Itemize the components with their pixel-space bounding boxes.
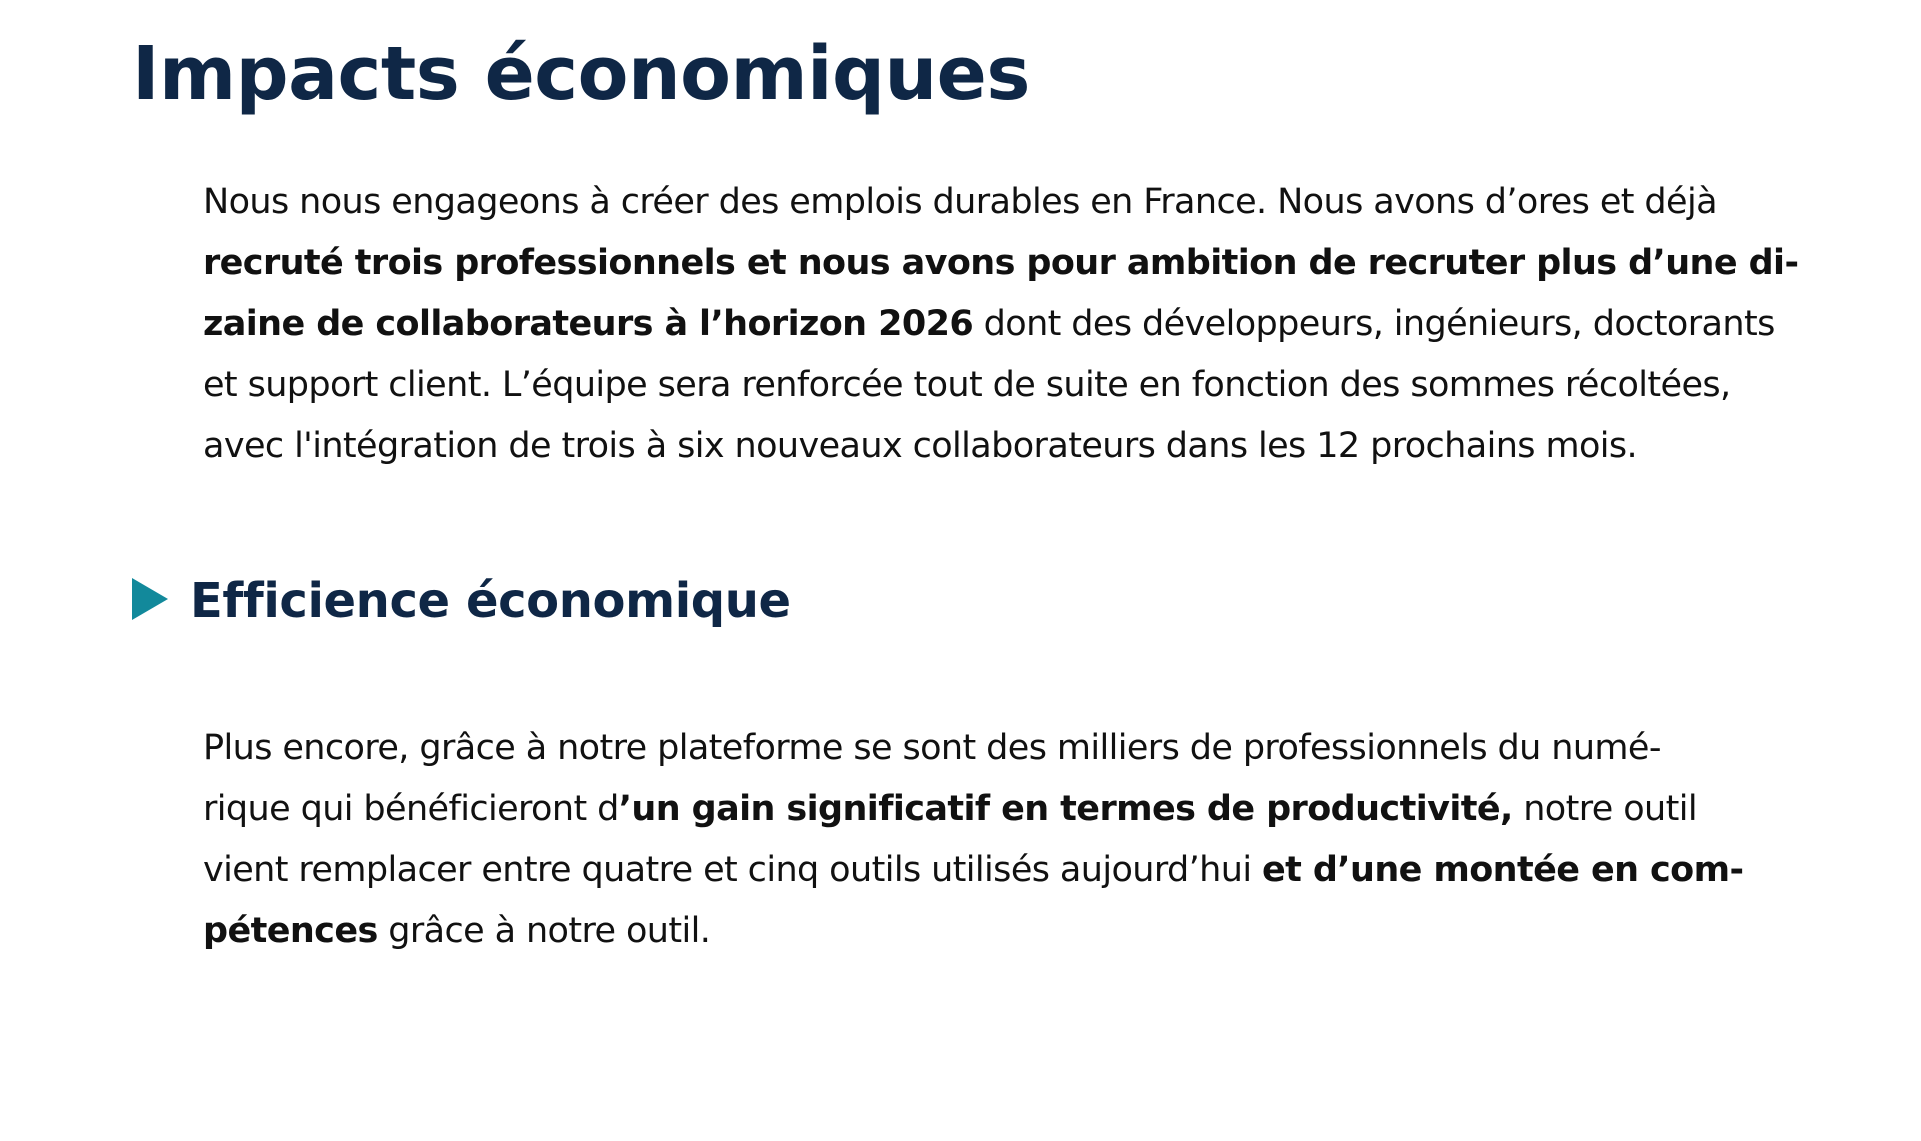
paragraph-efficiency bbox=[203, 718, 1744, 962]
paragraph-line bbox=[203, 172, 1723, 233]
paragraph-line bbox=[203, 355, 1731, 416]
bold-text-run: ’un gain significatif en termes de productivité, bbox=[618, 789, 1513, 829]
triangle-right-icon bbox=[132, 578, 168, 620]
paragraph-line bbox=[203, 779, 1723, 840]
bold-text-run: zaine de collaborateurs à l’horizon 2026 bbox=[203, 304, 974, 344]
text-run: et support client. L’équipe sera renforcée tout de suite en fonction des sommes récoltées, bbox=[203, 365, 1731, 405]
bold-text-run: recruté trois professionnels et nous avons pour ambition de recruter plus d’une di- bbox=[203, 243, 1799, 283]
bold-text-run: pétences bbox=[203, 911, 378, 951]
section-title: Efficience économique bbox=[190, 573, 791, 629]
text-run: grâce à notre outil. bbox=[377, 911, 711, 951]
text-run: Nous nous engageons à créer des emplois durables en France. Nous avons d’ores et déjà bbox=[203, 182, 1717, 222]
paragraph-line bbox=[203, 416, 1723, 477]
text-run: avec l'intégration de trois à six nouveaux collaborateurs dans les 12 prochains mois. bbox=[203, 426, 1638, 466]
text-run: vient remplacer entre quatre et cinq outils utilisés aujourd’hui bbox=[203, 850, 1262, 890]
paragraph-line bbox=[203, 233, 1799, 294]
paragraph-line bbox=[203, 718, 1723, 779]
paragraph-line bbox=[203, 294, 1775, 355]
bold-text-run: et d’une montée en com- bbox=[1262, 850, 1744, 890]
text-run: rique qui bénéficieront d bbox=[203, 789, 619, 829]
text-run: dont des développeurs, ingénieurs, doctorants bbox=[973, 304, 1775, 344]
text-run: Plus encore, grâce à notre plateforme se sont des milliers de professionnels du numé- bbox=[203, 728, 1661, 768]
paragraph-employment bbox=[203, 172, 1799, 477]
paragraph-line bbox=[203, 840, 1744, 901]
paragraph-line bbox=[203, 901, 1723, 962]
page-title: Impacts économiques bbox=[132, 31, 1030, 117]
text-run: notre outil bbox=[1512, 789, 1697, 829]
section-heading bbox=[132, 566, 791, 636]
